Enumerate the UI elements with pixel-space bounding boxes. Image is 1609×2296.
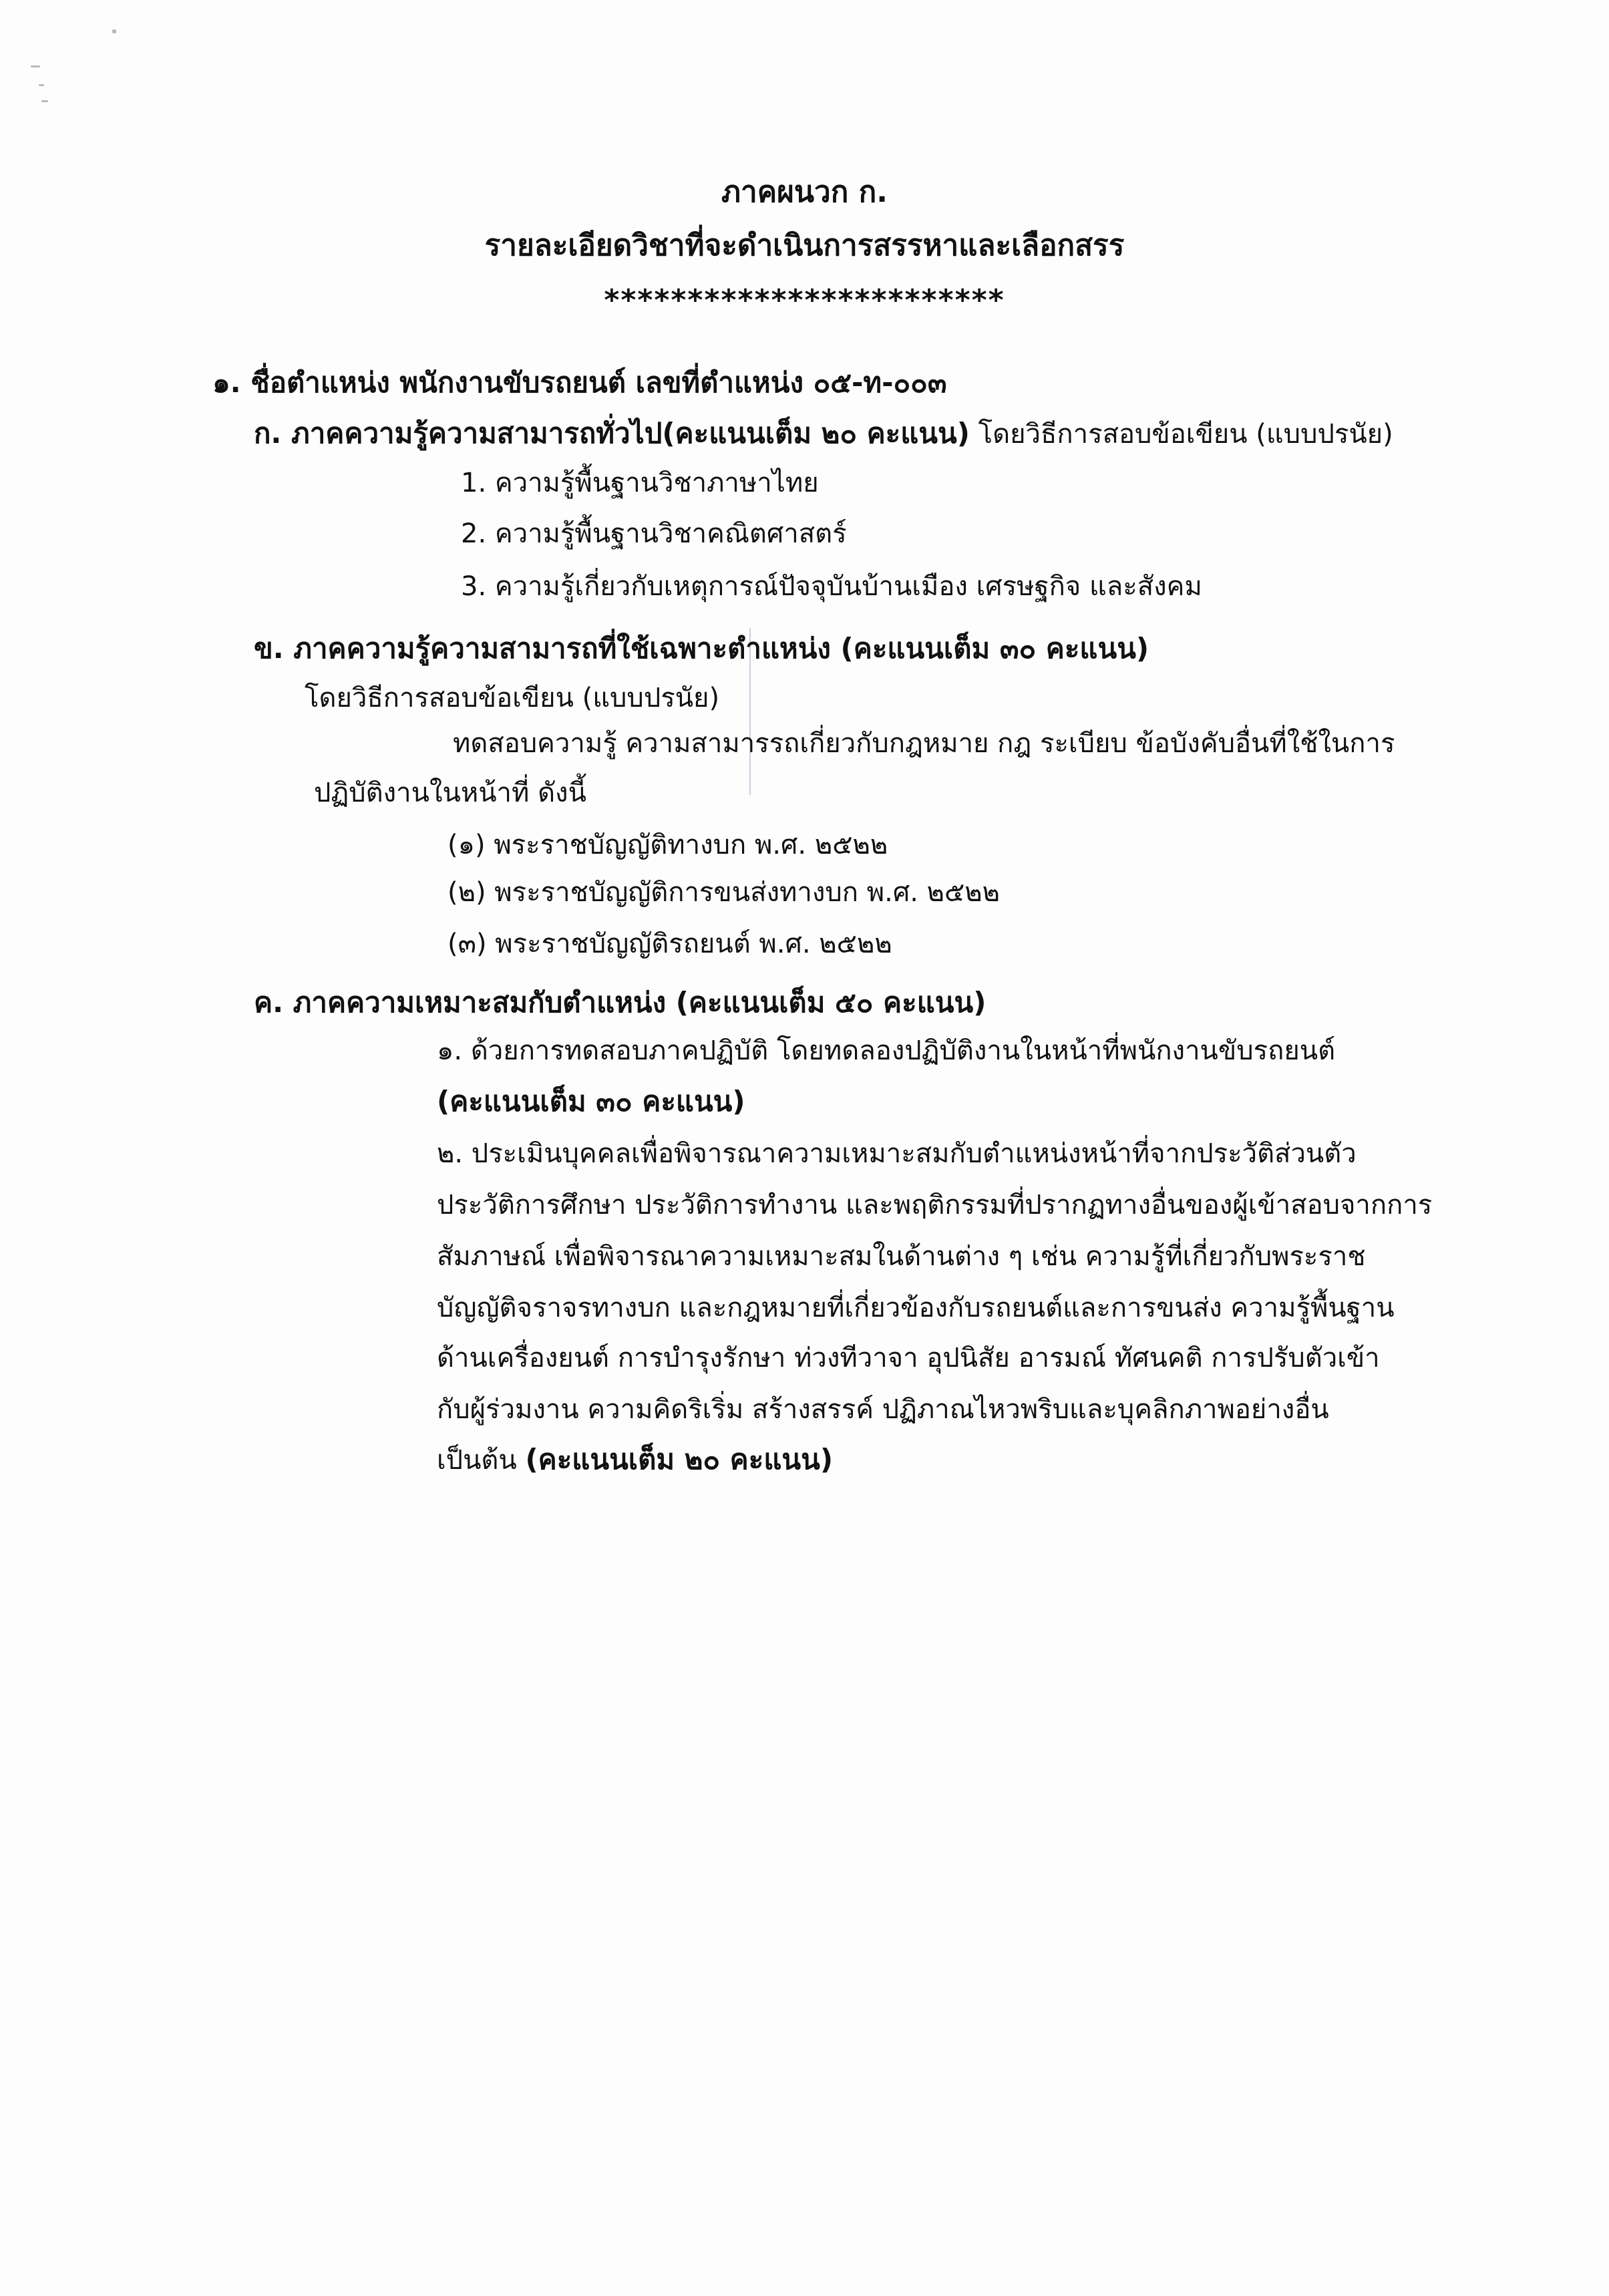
section-b-law-3: (๓) พระราชบัญญัติรถยนต์ พ.ศ. ๒๕๒๒	[448, 929, 892, 959]
section-a-method: โดยวิธีการสอบข้อเขียน (แบบปรนัย)	[969, 419, 1393, 450]
section-c-item-2-score: (คะแนนเต็ม ๒๐ คะแนน)	[525, 1443, 834, 1476]
section-b-heading: ข. ภาคความรู้ความสามารถที่ใช้เฉพาะตำแหน่ง (คะแนนเต็ม ๓๐ คะแนน)	[254, 632, 1149, 665]
section-c-heading: ค. ภาคความเหมาะสมกับตำแหน่ง (คะแนนเต็ม ๕๐ คะแนน)	[254, 986, 987, 1019]
section-b-desc-line-1: ทดสอบความรู้ ความสามารรถเกี่ยวกับกฎหมาย กฎ ระเบียบ ข้อบังคับอื่นที่ใช้ในการ	[453, 728, 1395, 759]
section-c-item-1: ๑. ด้วยการทดสอบภาคปฏิบัติ โดยทดลองปฏิบัติงานในหน้าที่พนักงานขับรถยนต์	[437, 1035, 1336, 1066]
section-c-item-2-line-4: บัญญัติจราจรทางบก และกฎหมายที่เกี่ยวข้องกับรถยนต์และการขนส่ง ความรู้พื้นฐาน	[437, 1293, 1395, 1323]
section-b-desc-line-2: ปฏิบัติงานในหน้าที่ ดังนี้	[314, 778, 586, 808]
section-a-heading-line	[254, 417, 1393, 450]
section-c-item-2-line-2: ประวัติการศึกษา ประวัติการทำงาน และพฤติกรรมที่ปรากฏทางอื่นของผู้เข้าสอบจากการ	[437, 1190, 1433, 1220]
section-a-heading: ก. ภาคความรู้ความสามารถทั่วไป(คะแนนเต็ม ๒๐ คะแนน)	[254, 417, 970, 450]
appendix-label: ภาคผนวก ก.	[721, 175, 888, 209]
section-c-item-1-score: (คะแนนเต็ม ๓๐ คะแนน)	[437, 1085, 745, 1118]
section-a-item-1: 1. ความรู้พื้นฐานวิชาภาษาไทย	[461, 468, 819, 498]
position-title: ๑. ชื่อตำแหน่ง พนักงานขับรถยนต์ เลขที่ตำแหน่ง ๐๕-ท-๐๐๓	[212, 366, 947, 399]
section-b-method: โดยวิธีการสอบข้อเขียน (แบบปรนัย)	[305, 683, 720, 713]
scan-speck	[31, 65, 40, 67]
section-c-item-2-line-1: ๒. ประเมินบุคคลเพื่อพิจารณาความเหมาะสมกับตำแหน่งหน้าที่จากประวัติส่วนตัว	[437, 1138, 1357, 1169]
document-title: รายละเอียดวิชาที่จะดำเนินการสรรหาและเลือกสรร	[484, 228, 1125, 263]
section-b-law-1: (๑) พระราชบัญญัติทางบก พ.ศ. ๒๕๒๒	[448, 830, 888, 860]
section-b-law-2: (๒) พระราชบัญญัติการขนส่งทางบก พ.ศ. ๒๕๒๒	[448, 877, 1001, 908]
section-c-item-2-line-5: ด้านเครื่องยนต์ การบำรุงรักษา ท่วงทีวาจา อุปนิสัย อารมณ์ ทัศนคติ การปรับตัวเข้า	[437, 1343, 1380, 1373]
scan-speck	[39, 84, 44, 86]
section-a-item-2: 2. ความรู้พื้นฐานวิชาคณิตศาสตร์	[461, 518, 847, 549]
section-c-item-2-line-7	[437, 1443, 834, 1476]
section-c-item-2-etc: เป็นต้น	[437, 1445, 526, 1476]
section-c-item-2-line-3: สัมภาษณ์ เพื่อพิจารณาความเหมาะสมในด้านต่าง ๆ เช่น ความรู้ที่เกี่ยวกับพระราช	[437, 1241, 1366, 1272]
section-c-item-2-line-6: กับผู้ร่วมงาน ความคิดริเริ่ม สร้างสรรค์ ปฏิภาณไหวพริบและบุคลิกภาพอย่างอื่น	[437, 1394, 1329, 1425]
title-divider-stars: ************************	[604, 283, 1005, 317]
scan-speck	[112, 29, 116, 33]
scan-speck	[41, 100, 48, 102]
section-a-item-3: 3. ความรู้เกี่ยวกับเหตุการณ์ปัจจุบันบ้านเมือง เศรษฐกิจ และสังคม	[461, 571, 1202, 602]
